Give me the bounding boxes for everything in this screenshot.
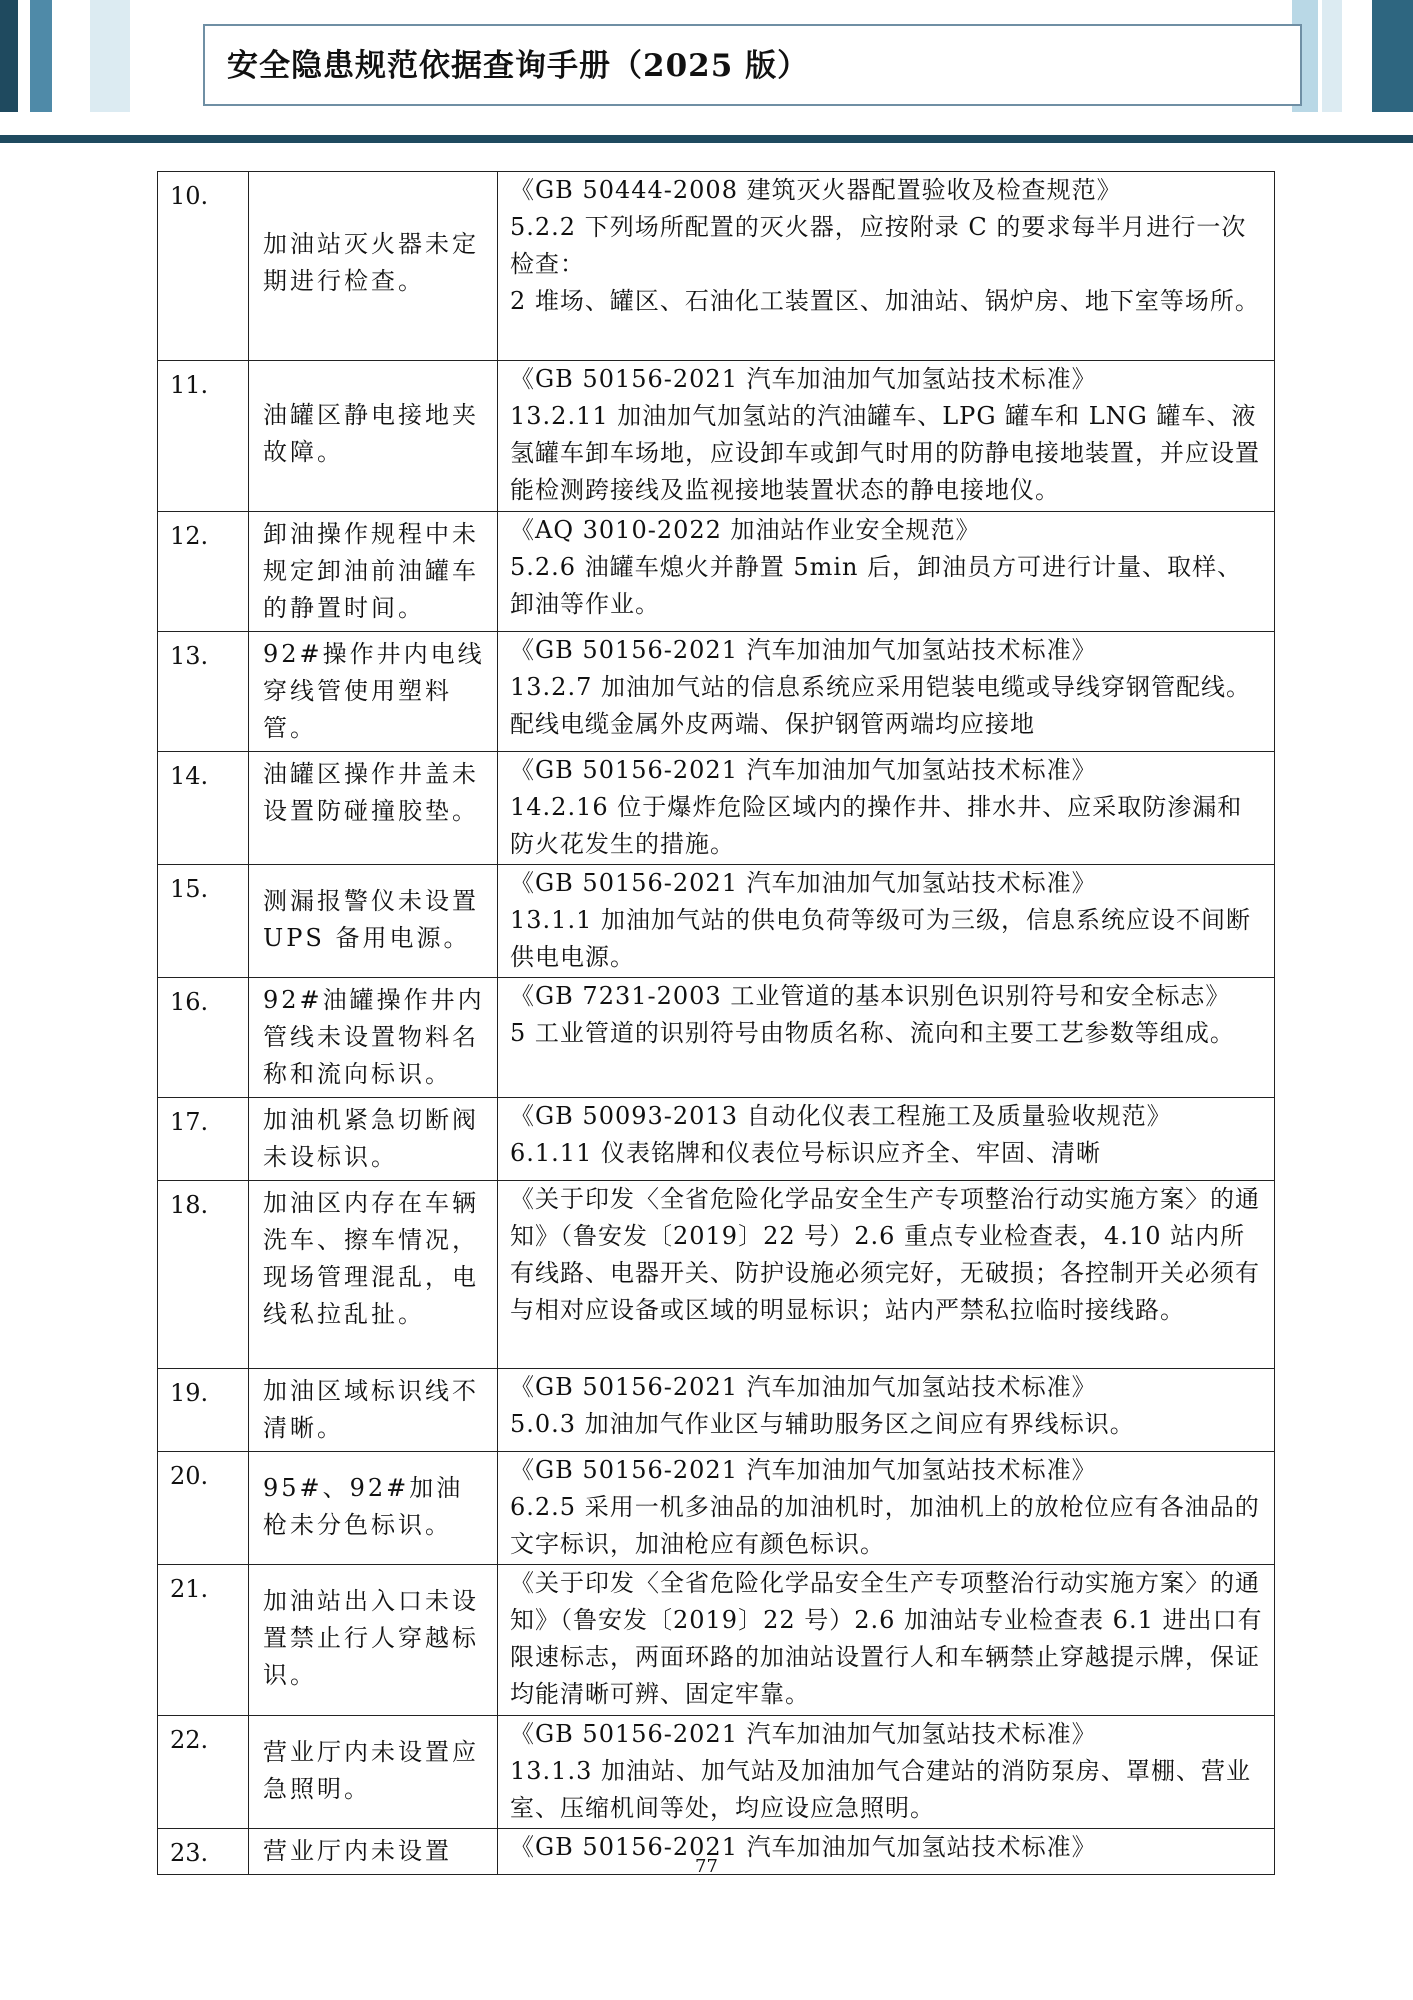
- basis-text: [498, 978, 1274, 1052]
- right-bar-pale: [1322, 0, 1342, 112]
- basis-text: [498, 865, 1274, 976]
- table-row: [158, 632, 1275, 752]
- issue-text: 加油站出入口未设置禁止行人穿越标识。: [263, 1587, 479, 1689]
- basis-cell: [498, 1452, 1275, 1565]
- basis-text: [498, 632, 1274, 743]
- issue-cell: [249, 1452, 498, 1565]
- basis-text: [498, 172, 1274, 320]
- issue-cell: [249, 632, 498, 752]
- clause-text: 5.0.3 加油加气作业区与辅助服务区之间应有界线标识。: [510, 1410, 1135, 1438]
- issue-cell: [249, 1565, 498, 1716]
- table-row: [158, 172, 1275, 361]
- table-row: [158, 361, 1275, 512]
- standard-title: 《GB 7231-2003 工业管道的基本识别色识别符号和安全标志》: [510, 982, 1231, 1010]
- table-row: [158, 978, 1275, 1098]
- table-row: [158, 1716, 1275, 1829]
- issue-text: 加油机紧急切断阀未设标识。: [263, 1106, 479, 1171]
- basis-text: [498, 1181, 1274, 1329]
- basis-cell: [498, 1565, 1275, 1716]
- basis-cell: [498, 1181, 1275, 1369]
- clause-text: 6.1.11 仪表铭牌和仪表位号标识应齐全、牢固、清晰: [510, 1139, 1101, 1167]
- issue-cell: [249, 1369, 498, 1452]
- issue-text: 油罐区操作井盖未设置防碰撞胶垫。: [263, 760, 479, 825]
- basis-cell: [498, 1369, 1275, 1452]
- basis-text: [498, 1098, 1274, 1172]
- basis-cell: [498, 865, 1275, 978]
- row-number: 16.: [158, 978, 249, 1098]
- issue-cell: [249, 1181, 498, 1369]
- table-row: [158, 865, 1275, 978]
- clause-text: 5.2.6 油罐车熄火并静置 5min 后，卸油员方可进行计量、取样、卸油等作业。: [510, 553, 1243, 618]
- standard-title: 《GB 50156-2021 汽车加油加气加氢站技术标准》: [510, 1720, 1097, 1748]
- clause-text: 13.1.1 加油加气站的供电负荷等级可为三级，信息系统应设不间断供电电源。: [510, 906, 1251, 971]
- row-number: 21.: [158, 1565, 249, 1716]
- issue-cell: [249, 1716, 498, 1829]
- row-number: 12.: [158, 512, 249, 632]
- table-row: [158, 1181, 1275, 1369]
- hazard-spec-table-body: [158, 172, 1275, 1875]
- table-row: [158, 1369, 1275, 1452]
- basis-cell: [498, 978, 1275, 1098]
- basis-cell: [498, 752, 1275, 865]
- row-number: 11.: [158, 361, 249, 512]
- clause-text: 13.1.3 加油站、加气站及加油加气合建站的消防泵房、罩棚、营业室、压缩机间等处，均应设应急照明。: [510, 1757, 1251, 1822]
- row-number: 19.: [158, 1369, 249, 1452]
- issue-text: 加油区域标识线不清晰。: [263, 1377, 479, 1442]
- row-number: 13.: [158, 632, 249, 752]
- left-bar-dark: [0, 0, 18, 112]
- issue-text: 95#、92#加油枪未分色标识。: [263, 1474, 464, 1539]
- table-row: [158, 752, 1275, 865]
- table-row: [158, 1098, 1275, 1181]
- issue-text: 92#油罐操作井内管线未设置物料名称和流向标识。: [263, 986, 485, 1088]
- basis-cell: [498, 512, 1275, 632]
- issue-cell: [249, 865, 498, 978]
- issue-text: 营业厅内未设置应急照明。: [263, 1738, 479, 1803]
- issue-text: 测漏报警仪未设置 UPS 备用电源。: [263, 887, 479, 952]
- basis-text: [498, 1452, 1274, 1563]
- clause-text: 2 堆场、罐区、石油化工装置区、加油站、锅炉房、地下室等场所。: [510, 287, 1260, 315]
- basis-text: [498, 512, 1274, 623]
- basis-text: [498, 1716, 1274, 1827]
- issue-cell: [249, 512, 498, 632]
- row-number: 18.: [158, 1181, 249, 1369]
- basis-text: [498, 1369, 1274, 1443]
- table-row: [158, 1565, 1275, 1716]
- row-number: 23.: [158, 1829, 249, 1875]
- basis-cell: [498, 361, 1275, 512]
- clause-text: 13.2.7 加油加气站的信息系统应采用铠装电缆或导线穿钢管配线。配线电缆金属外皮两端、保护钢管两端均应接地: [510, 673, 1251, 738]
- standard-title: 《AQ 3010-2022 加油站作业安全规范》: [510, 516, 981, 544]
- standard-title: 《GB 50156-2021 汽车加油加气加氢站技术标准》: [510, 365, 1097, 393]
- row-number: 20.: [158, 1452, 249, 1565]
- issue-cell: [249, 752, 498, 865]
- issue-text: 92#操作井内电线穿线管使用塑料管。: [263, 640, 485, 742]
- standard-title: 《GB 50156-2021 汽车加油加气加氢站技术标准》: [510, 756, 1097, 784]
- issue-text: 营业厅内未设置: [263, 1837, 452, 1865]
- clause-text: 13.2.11 加油加气加氢站的汽油罐车、LPG 罐车和 LNG 罐车、液氢罐车卸车场地，应设卸车或卸气时用的防静电接地装置，并应设置能检测跨接线及监视接地装置状态的静电接地仪。: [510, 402, 1260, 504]
- hazard-spec-table: [157, 171, 1275, 1875]
- basis-cell: [498, 1098, 1275, 1181]
- issue-text: 加油站灭火器未定期进行检查。: [263, 230, 479, 295]
- standard-title: 《关于印发〈全省危险化学品安全生产专项整治行动实施方案〉的通知》（鲁安发〔2019〕22 号）2.6 加油站专业检查表 6.1 进出口有限速标志，两面环路的加油站设置行人和车辆禁止穿越提示牌，保证均能清晰可辨、固定牢靠。: [510, 1569, 1263, 1708]
- basis-cell: [498, 632, 1275, 752]
- basis-cell: [498, 1716, 1275, 1829]
- row-number: 15.: [158, 865, 249, 978]
- issue-text: 卸油操作规程中未规定卸油前油罐车的静置时间。: [263, 520, 479, 622]
- basis-text: [498, 1565, 1274, 1713]
- issue-cell: [249, 361, 498, 512]
- left-bar-light: [90, 0, 130, 112]
- standard-title: 《GB 50093-2013 自动化仪表工程施工及质量验收规范》: [510, 1102, 1172, 1130]
- basis-cell: [498, 172, 1275, 361]
- table-row: [158, 512, 1275, 632]
- issue-cell: [249, 978, 498, 1098]
- standard-title: 《GB 50156-2021 汽车加油加气加氢站技术标准》: [510, 1833, 1097, 1861]
- issue-text: 油罐区静电接地夹故障。: [263, 401, 479, 466]
- header-rule: [0, 135, 1413, 143]
- standard-title: 《GB 50156-2021 汽车加油加气加氢站技术标准》: [510, 1373, 1097, 1401]
- issue-text: 加油区内存在车辆洗车、擦车情况，现场管理混乱，电线私拉乱扯。: [263, 1189, 479, 1328]
- clause-text: 5 工业管道的识别符号由物质名称、流向和主要工艺参数等组成。: [510, 1019, 1235, 1047]
- table-row: [158, 1452, 1275, 1565]
- issue-cell: [249, 172, 498, 361]
- basis-text: [498, 752, 1274, 863]
- row-number: 17.: [158, 1098, 249, 1181]
- row-number: 10.: [158, 172, 249, 361]
- header-title-frame: [203, 24, 1302, 106]
- standard-title: 《关于印发〈全省危险化学品安全生产专项整治行动实施方案〉的通知》（鲁安发〔2019〕22 号）2.6 重点专业检查表，4.10 站内所有线路、电器开关、防护设施必须完好，无破损；各控制开关必须有与相对应设备或区域的明显标识；站内严禁私拉临时接线路。: [510, 1185, 1260, 1324]
- clause-text: 5.2.2 下列场所配置的灭火器，应按附录 C 的要求每半月进行一次检查：: [510, 213, 1247, 278]
- issue-cell: [249, 1098, 498, 1181]
- basis-text: [498, 361, 1274, 509]
- row-number: 14.: [158, 752, 249, 865]
- page-number: 77: [695, 1856, 718, 1877]
- clause-text: 14.2.16 位于爆炸危险区域内的操作井、排水井、应采取防渗漏和防火花发生的措施。: [510, 793, 1243, 858]
- header-title: 安全隐患规范依据查询手册（2025 版）: [227, 48, 810, 84]
- standard-title: 《GB 50156-2021 汽车加油加气加氢站技术标准》: [510, 869, 1097, 897]
- right-bar-dark: [1372, 0, 1413, 112]
- left-bar-mid: [30, 0, 52, 112]
- clause-text: 6.2.5 采用一机多油品的加油机时，加油机上的放枪位应有各油品的文字标识，加油枪应有颜色标识。: [510, 1493, 1260, 1558]
- standard-title: 《GB 50444-2008 建筑灭火器配置验收及检查规范》: [510, 176, 1122, 204]
- standard-title: 《GB 50156-2021 汽车加油加气加氢站技术标准》: [510, 636, 1097, 664]
- standard-title: 《GB 50156-2021 汽车加油加气加氢站技术标准》: [510, 1456, 1097, 1484]
- row-number: 22.: [158, 1716, 249, 1829]
